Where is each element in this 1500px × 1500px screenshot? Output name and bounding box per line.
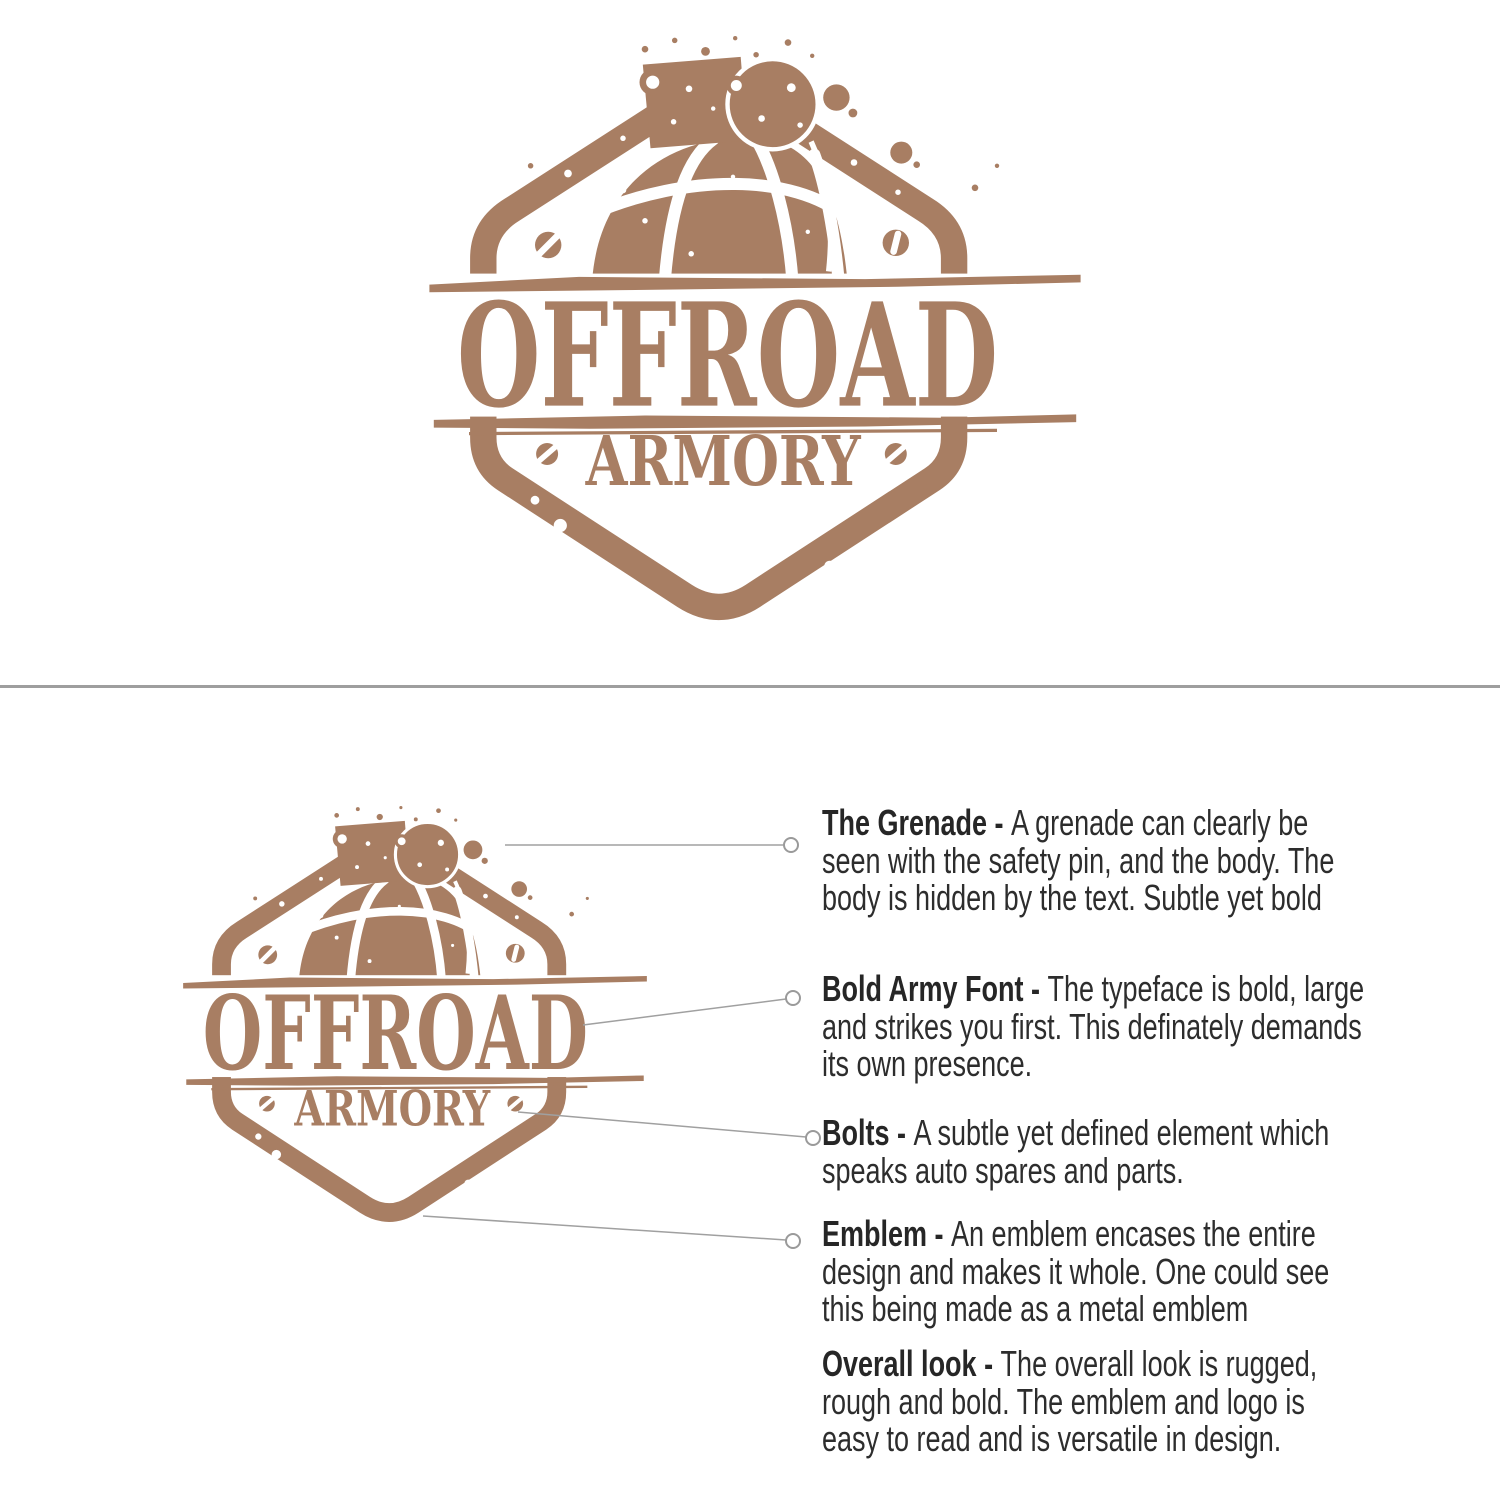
annotation-text: The typeface is bold, large (1047, 968, 1365, 1009)
annotation-text: this being made as a metal emblem (822, 1288, 1249, 1329)
connector-dot-grenade (784, 838, 798, 852)
annotation-title: Overall look - (822, 1343, 1001, 1384)
annotation-text: The overall look is rugged, (1000, 1343, 1318, 1384)
annotation-text: A subtle yet defined element which (913, 1112, 1330, 1153)
annotation-emblem (822, 1215, 1329, 1328)
annotation-title: Bolts - (822, 1112, 914, 1153)
connector-dot-font (786, 991, 800, 1005)
offroad-armory-logo-large (425, 25, 1085, 641)
annotation-title: Bold Army Font - (822, 968, 1048, 1009)
annotation-the-grenade (822, 804, 1334, 917)
annotation-title: Emblem - (822, 1213, 952, 1254)
section-divider (0, 685, 1500, 688)
connector-dot-emblem (786, 1234, 800, 1248)
annotation-bolts (822, 1114, 1329, 1189)
connector-dot-bolts (806, 1131, 820, 1145)
annotation-text: A grenade can clearly be (1011, 802, 1309, 843)
annotation-bold-army-font (822, 970, 1364, 1083)
annotation-overall-look (822, 1345, 1317, 1458)
annotation-text: An emblem encases the entire (951, 1213, 1316, 1254)
annotation-text: its own presence. (822, 1043, 1033, 1084)
annotation-text: rough and bold. The emblem and logo is (822, 1380, 1305, 1422)
annotation-text: and strikes you first. This definately demands (822, 1005, 1362, 1047)
offroad-armory-logo-small (180, 798, 650, 1237)
annotation-text: body is hidden by the text. Subtle yet bold (822, 877, 1322, 918)
annotation-text: design and makes it whole. One could see (822, 1250, 1330, 1292)
annotation-text: seen with the safety pin, and the body. The (822, 839, 1335, 881)
annotation-text: easy to read and is versatile in design. (822, 1418, 1282, 1459)
annotation-title: The Grenade - (822, 802, 1012, 843)
annotation-text: speaks auto spares and parts. (822, 1149, 1184, 1191)
